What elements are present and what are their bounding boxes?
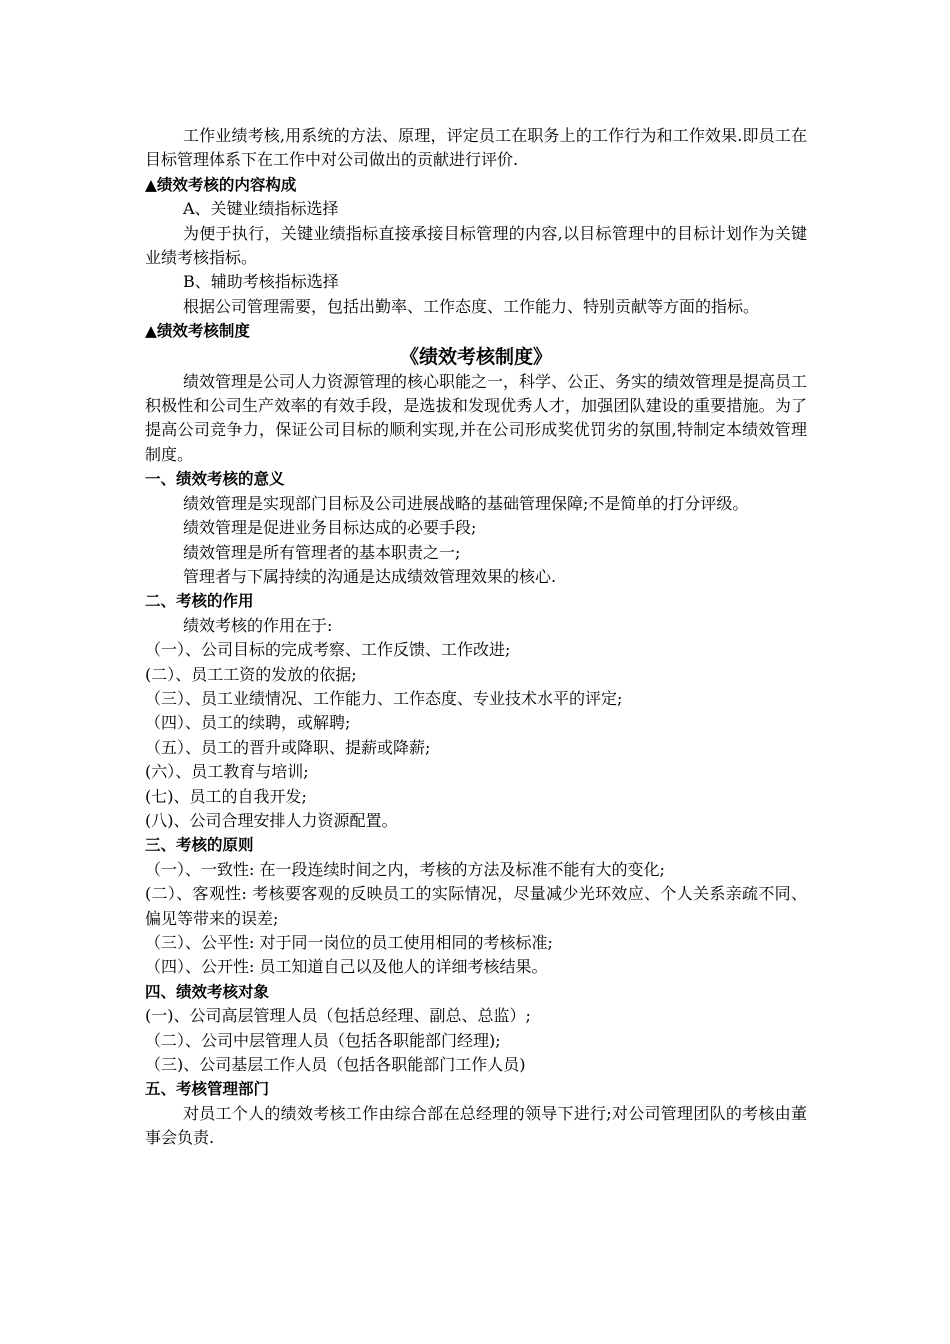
section-2-lead: 绩效考核的作用在于: xyxy=(183,615,333,635)
section-2-heading: 二、考核的作用 xyxy=(145,592,254,611)
section-1-paragraph: 管理者与下属持续的沟通是达成绩效管理效果的核心. xyxy=(183,566,557,586)
section-3-heading: 三、考核的原则 xyxy=(145,836,254,855)
document-title: 《绩效考核制度》 xyxy=(399,345,552,368)
system-section-heading: ▲绩效考核制度 xyxy=(145,322,250,341)
intro-paragraph: 工作业绩考核,用系统的方法、原理，评定员工在职务上的工作行为和工作效果.即员工在目标管理体系下在工作中对公司做出的贡献进行评价. xyxy=(145,126,807,170)
list-item: (七)、员工的自我开发; xyxy=(145,786,307,806)
list-item: (六）、员工教育与培训; xyxy=(145,762,309,782)
list-item: （三)、公司基层工作人员（包括各职能部门工作人员) xyxy=(145,1055,526,1075)
section-1-paragraph: 绩效管理是促进业务目标达成的必要手段; xyxy=(183,518,477,538)
section-1-heading: 一、绩效考核的意义 xyxy=(145,470,285,489)
content-section-heading: ▲绩效考核的内容构成 xyxy=(145,175,297,194)
document-page xyxy=(145,124,807,1151)
content-a-text: 为便于执行，关键业绩指标直接承接目标管理的内容,以目标管理中的目标计划作为关键业绩考核指标。 xyxy=(145,223,807,268)
content-b-label: B、辅助考核指标选择 xyxy=(183,272,339,292)
list-item: （一）、公司目标的完成考察、工作反馈、工作改进; xyxy=(145,640,511,660)
section-5-heading: 五、考核管理部门 xyxy=(145,1080,270,1099)
list-item: （四）、员工的续聘，或解聘; xyxy=(145,713,351,733)
list-item: (二）、员工工资的发放的依据; xyxy=(145,664,357,684)
section-5-paragraph: 对员工个人的绩效考核工作由综合部在总经理的领导下进行;对公司管理团队的考核由董事会负责. xyxy=(145,1103,807,1148)
section-1-paragraph: 绩效管理是实现部门目标及公司进展战略的基础管理保障;不是简单的打分评级。 xyxy=(183,493,749,513)
list-item: (二）、客观性: 考核要客观的反映员工的实际情况，尽量减少光环效应、个人关系亲疏不同、偏见等带来的误差; xyxy=(145,884,807,928)
list-item: (一)、公司高层管理人员（包括总经理、副总、总监）; xyxy=(145,1006,531,1026)
content-b-text: 根据公司管理需要，包括出勤率、工作态度、工作能力、特别贡献等方面的指标。 xyxy=(183,296,760,316)
list-item: （五）、员工的晋升或降职、提薪或降薪; xyxy=(145,737,431,757)
section-4-heading: 四、绩效考核对象 xyxy=(145,982,270,1001)
section-1-paragraph: 绩效管理是所有管理者的基本职责之一; xyxy=(183,542,461,562)
system-intro-paragraph: 绩效管理是公司人力资源管理的核心职能之一，科学、公正、务实的绩效管理是提高员工积极性和公司生产效率的有效手段，是选拔和发现优秀人才，加强团队建设的重要措施。为了提高公司竞争力，保证公司目标的顺利实现,并在公司形成奖优罚劣的氛围,特制定本绩效管理制度。 xyxy=(145,371,808,464)
list-item: (八)、公司合理安排人力资源配置。 xyxy=(145,810,398,830)
list-item: （二）、公司中层管理人员（包括各职能部门经理); xyxy=(145,1030,501,1050)
list-item: （四）、公开性: 员工知道自己以及他人的详细考核结果。 xyxy=(145,957,548,977)
list-item: （三）、员工业绩情况、工作能力、工作态度、专业技术水平的评定; xyxy=(145,688,623,708)
list-item: （三）、公平性: 对于同一岗位的员工使用相同的考核标准; xyxy=(145,933,553,952)
list-item: （一）、一致性: 在一段连续时间之内，考核的方法及标准不能有大的变化; xyxy=(145,859,665,879)
content-a-label: A、关键业绩指标选择 xyxy=(183,199,339,219)
